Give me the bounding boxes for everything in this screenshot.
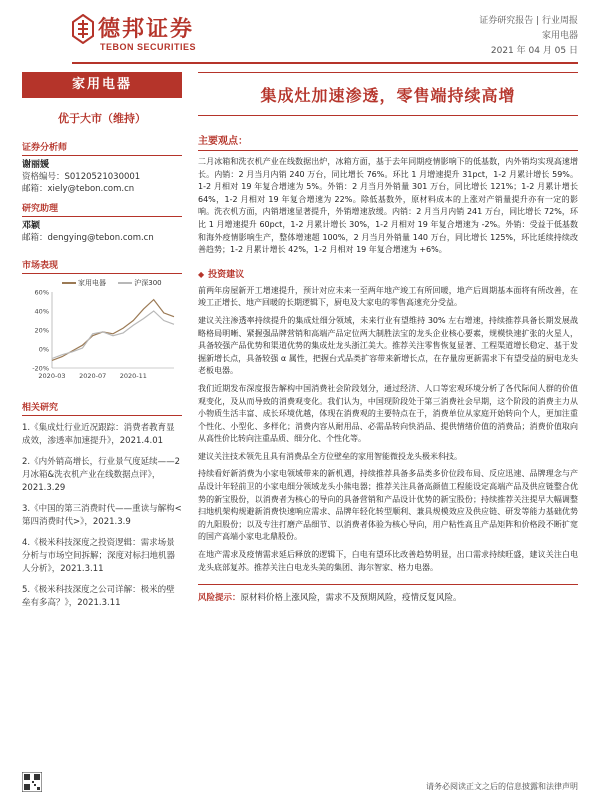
qr-code-icon[interactable] [22,772,42,792]
legend-label-index: 沪深300 [134,279,162,287]
x-tick-label: 2020-07 [79,372,107,380]
related-list [22,422,182,610]
related-item[interactable]: 2.《内外销高增长，行业景气度延续——2 月冰箱&洗衣机产业在线数据点评》，2021.3.29 [22,457,181,493]
brand-name-en: TEBON SECURITIES [100,42,197,52]
main-content [198,72,578,603]
related-item[interactable]: 3.《中国的第三消费时代——重读与解构<第四消费时代>》，2021.3.9 [22,504,182,527]
legend-label-sector: 家用电器 [78,279,106,287]
y-tick-label: -20% [32,364,49,373]
market-chart [22,276,182,386]
legend-item-sector [62,278,106,288]
x-tick-label: 2020-11 [119,372,147,380]
y-tick-label: 40% [34,307,49,316]
risk-notice [198,584,578,603]
footer-disclaimer: 请务必阅读正文之后的信息披露和法律声明 [426,782,578,791]
chart-legend [62,278,172,288]
header-divider [72,62,578,64]
report-title: 集成灶加速渗透，零售端持续高增 [260,85,516,105]
assistant-name: 邓颖 [22,221,41,231]
report-type: 证券研究报告 [479,16,534,26]
risk-text: 原材料价格上涨风险，需求不及预期风险，疫情反复风险。 [240,593,462,604]
paragraph-property: 前两年房屋新开工增速提升，预计对应未来一至两年地产竣工有所回暖，地产后周期基本面将有所改善，在竣工正增长、地产回暖的长期逻辑下，厨电及大家电的零售高速充分受益。 [198,285,578,308]
analyst-email: 邮箱：xiely@tebon.com.cn [22,184,135,194]
market-heading: 市场表现 [22,258,182,274]
assistant-heading: 研究助理 [22,201,182,217]
paragraph-white-goods: 在地产需求及疫情需求延后释放的逻辑下，白电有望环比改善趋势明显，出口需求持续旺盛，建议关注白电龙头底部复苏。推荐关注白电龙头美的集团、海尔智家、格力电器。 [198,550,578,572]
related-item[interactable]: 4.《极米科技深度之投资逻辑：需求场景分析与市场空间拆解；深度对标扫地机器人分析》，2021.3.11 [22,538,176,574]
y-tick-label: 20% [34,326,49,335]
paragraph-small-appliances: 持续看好新消费为小家电领域带来的新机遇，持续推荐具备多品类多价位段布局、反应迅速、品牌理念与产品设计年轻前卫的小家电细分领域龙头小熊电器；推荐关注具备高颜值工程能设定高端产品及供应链整合优势的新宝股份，以消费者为核心的导向的具备营销和产品设计优势的新宝股份；持续推荐关注提早大幅调整扫地机架构规避新消费快速响应需求、品牌年轻化转型顺利、兼具规模效应及供应链、研发等能力基础优势的九阳股份；以及专注打磨产品细节、以消费者体验为核心导向，用户粘性高且产品矩阵和价格段不断扩宽的国产高端小家电北鼎股份。 [198,469,578,542]
investment-heading [198,267,578,280]
paragraph-consumption-era: 我们近期发布深度报告解构中国消费社会阶段划分，通过经济、人口等宏观环境分析了各代际间人群的价值观变化，及从而导致的消费观变化。我们认为，中国现阶段处于第三消费社会早期，这个阶段的消费主力从小物质生活丰富、成长环境优越，体现在消费观的主要特点在于，消费单位从家庭开始转向个人，更加注重个性化、小型化、多样化；消费内容从耐用品、必需品转向快消品、提供情绪价值的消费品；消费价值取向从高性价比转向注重品质、细分化、个性化等。 [198,383,578,444]
sector-badge: 家用电器 [22,72,182,98]
brand-logo [72,10,202,58]
brand-mark-icon [72,14,94,44]
legend-item-index [118,278,161,288]
y-tick-label: 0% [38,345,49,354]
risk-label: 风险提示： [198,593,241,604]
rating: 优于大市（维持） [58,112,146,125]
footer [22,772,578,794]
sidebar [22,72,182,618]
report-header-meta [479,14,578,59]
report-date: 2021 年 04 月 05 日 [490,46,578,56]
analyst-heading: 证券分析师 [22,140,182,156]
assistant-email: 邮箱：dengying@tebon.com.cn [22,233,154,243]
analyst-name: 谢丽媛 [22,160,50,170]
brand-name-cn: 德邦证券 [98,16,195,42]
analyst-cert: 资格编号：S0120521030001 [22,172,141,182]
paragraph-integrated-stove: 建议关注渗透率持续提升的集成灶细分领域，未来行业有望维持 30% 左右增速，持续推荐具备长期发展战略格局明晰、紧握强品牌营销和高端产品定位两大制胜法宝的龙头企业核心要素，规模快速扩张的火星人，具备较强产品优势和渠道优势的集成灶龙头浙江美大。推荐关注零售恢复显著、工程渠道增长稳定、基于发掘新增长点，具备较强 α 属性，把握台式品类扩容带来新增长点，在存量房更新需求下有望受益的厨电龙头老板电器。 [198,315,578,376]
series-line-sector [52,300,174,361]
header-separator: | [536,16,542,26]
title-bar [198,72,578,116]
y-tick-label: 60% [34,288,49,297]
legend-swatch-index [118,282,132,284]
report-kind: 行业周报 [541,16,578,26]
key-points-paragraph: 二月冰箱和洗衣机产业在线数据出炉，冰箱方面，基于去年同期疫情影响下的低基数，内外销均实现高速增长。内销：2 月当月内销 240 万台，同比增长 76%。环比 1 月增速提升 31pct，1-2 月累计增长 59%。1-2 月相对 19 年复合增速为 5%。外销：2 月当月外销量 301 万台，同比增长 121%；1-2 月累计增长 64%，1-2 月相对 19 年复合增速为 22%。除低基数外，原材料成本的上涨对产销量提升亦有一定的影响。洗衣机方面，内销增速显著提升，外销增速放缓。内销：2 月当月内销 241 万台，同比增长 72%，环比 1 月增速提升 60pct，1-2 月累计增长 30%，1-2 月相对 19 年复合增速为 -2%。外销：受益于低基数和海外疫情影响生产，整体增速超 100%，2 月当月外销量 140 万台，同比增长 125%，环比延续持续改善趋势；1-2 月累计增长 42%，1-2 月相对 19 年复合增速为 +6%。 [198,157,578,255]
investment-heading-label: 投资建议 [208,269,245,280]
related-heading: 相关研究 [22,400,182,416]
x-tick-label: 2020-03 [38,372,66,380]
related-item[interactable]: 1.《集成灶行业近况跟踪：消费者教育显成效，渗透率加速提升》，2021.4.01 [22,423,175,446]
related-item[interactable]: 5.《极米科技深度之公司详解：极米的壁垒有多高？》，2021.3.11 [22,585,175,608]
market-chart-svg [22,276,182,386]
header-industry: 家用电器 [541,31,578,41]
legend-swatch-sector [62,282,76,284]
paragraph-projector: 建议关注技术领先且具有消费品全方位壁垒的家用智能微投龙头极米科技。 [198,451,462,461]
key-points-heading: 主要观点： [198,132,578,151]
bullet-icon: ◆ [198,269,205,279]
report-type-line [479,14,578,29]
